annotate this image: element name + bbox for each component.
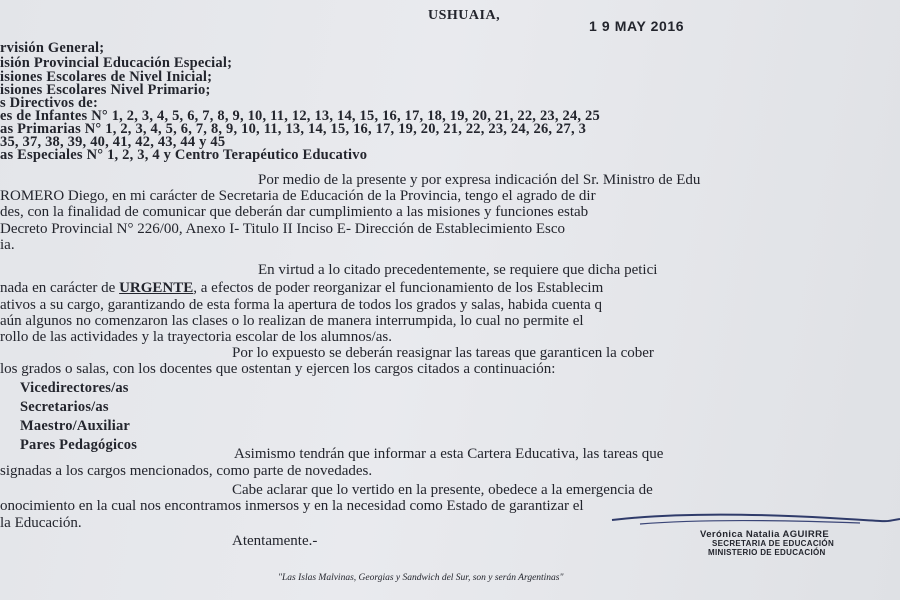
body-line: ROMERO Diego, en mi carácter de Secretaria de Educación de la Provincia, tengo el agrado de dir xyxy=(0,188,596,204)
body-line: rollo de las actividades y la trayectoria escolar de los alumnos/as. xyxy=(0,329,392,345)
body-line: onocimiento en la cual nos encontramos inmersos y en la necesidad como Estado de garantizar el xyxy=(0,498,584,514)
cargo-item: Pares Pedagógicos xyxy=(20,437,138,453)
recipient-line: isiones Escolares de Nivel Inicial; xyxy=(0,69,213,85)
body-line: Por medio de la presente y por expresa indicación del Sr. Ministro de Edu xyxy=(258,172,701,188)
body-line: des, con la finalidad de comunicar que deberán dar cumplimiento a las misiones y funciones estab xyxy=(0,204,589,220)
urgent-keyword: URGENTE xyxy=(119,280,194,296)
body-line: ia. xyxy=(0,237,15,253)
body-text: nada en carácter de xyxy=(0,280,116,296)
closing-text: Atentamente.- xyxy=(232,533,318,549)
place-name: USHUAIA, xyxy=(428,8,501,23)
recipient-line: 35, 37, 38, 39, 40, 41, 42, 43, 44 y 45 xyxy=(0,134,226,150)
signatory-role: SECRETARIA DE EDUCACIÓN xyxy=(712,539,835,548)
recipient-line: es de Infantes N° 1, 2, 3, 4, 5, 6, 7, 8, 9, 10, 11, 12, 13, 14, 15, 16, 17, 18, 19, 20, 21, 22, 23, 24, 25 xyxy=(0,108,600,124)
body-line: ativos a su cargo, garantizando de esta forma la apertura de todos los grados y salas, habida cuenta q xyxy=(0,297,603,313)
body-line: los grados o salas, con los docentes que ostentan y ejercen los cargos citados a continuación: xyxy=(0,361,556,377)
signatory-ministry: MINISTERIO DE EDUCACIÓN xyxy=(708,548,826,557)
date-stamp: 1 9 MAY 2016 xyxy=(589,18,685,34)
body-line: signadas a los cargos mencionados, como parte de novedades. xyxy=(0,463,373,479)
body-line: Por lo expuesto se deberán reasignar las tareas que garanticen la cober xyxy=(232,345,654,361)
signatory-name: Verónica Natalia AGUIRRE xyxy=(700,529,830,540)
recipient-line: isión Provincial Educación Especial; xyxy=(0,55,233,71)
recipient-line: as Primarias N° 1, 2, 3, 4, 5, 6, 7, 8, 9, 10, 11, 13, 14, 15, 16, 17, 19, 20, 21, 22, 23, 24, 26, 27, 3 xyxy=(0,121,587,137)
body-line: Asimismo tendrán que informar a esta Cartera Educativa, las tareas que xyxy=(234,446,664,462)
cargo-item: Vicedirectores/as xyxy=(20,380,129,396)
body-line: la Educación. xyxy=(0,515,82,531)
recipient-line: rvisión General; xyxy=(0,40,105,56)
footer-motto: "Las Islas Malvinas, Georgias y Sandwich del Sur, son y serán Argentinas" xyxy=(278,573,564,583)
body-line: aún algunos no comenzaron las clases o lo realizan de manera interrumpida, lo cual no permite el xyxy=(0,313,584,329)
body-line: Decreto Provincial N° 226/00, Anexo I- Titulo II Inciso E- Dirección de Establecimiento Esco xyxy=(0,221,566,237)
body-line: En virtud a lo citado precedentemente, se requiere que dicha petici xyxy=(258,262,658,278)
recipient-line: s Directivos de: xyxy=(0,95,98,111)
body-line: Cabe aclarar que lo vertido en la presente, obedece a la emergencia de xyxy=(232,482,653,498)
cargo-item: Secretarios/as xyxy=(20,399,109,415)
body-text: , a efectos de poder reorganizar el funcionamiento de los Establecim xyxy=(193,280,604,296)
cargo-item: Maestro/Auxiliar xyxy=(20,418,131,434)
recipient-line: isiones Escolares Nivel Primario; xyxy=(0,82,211,98)
recipient-line: as Especiales N° 1, 2, 3, 4 y Centro Terapéutico Educativo xyxy=(0,147,368,163)
